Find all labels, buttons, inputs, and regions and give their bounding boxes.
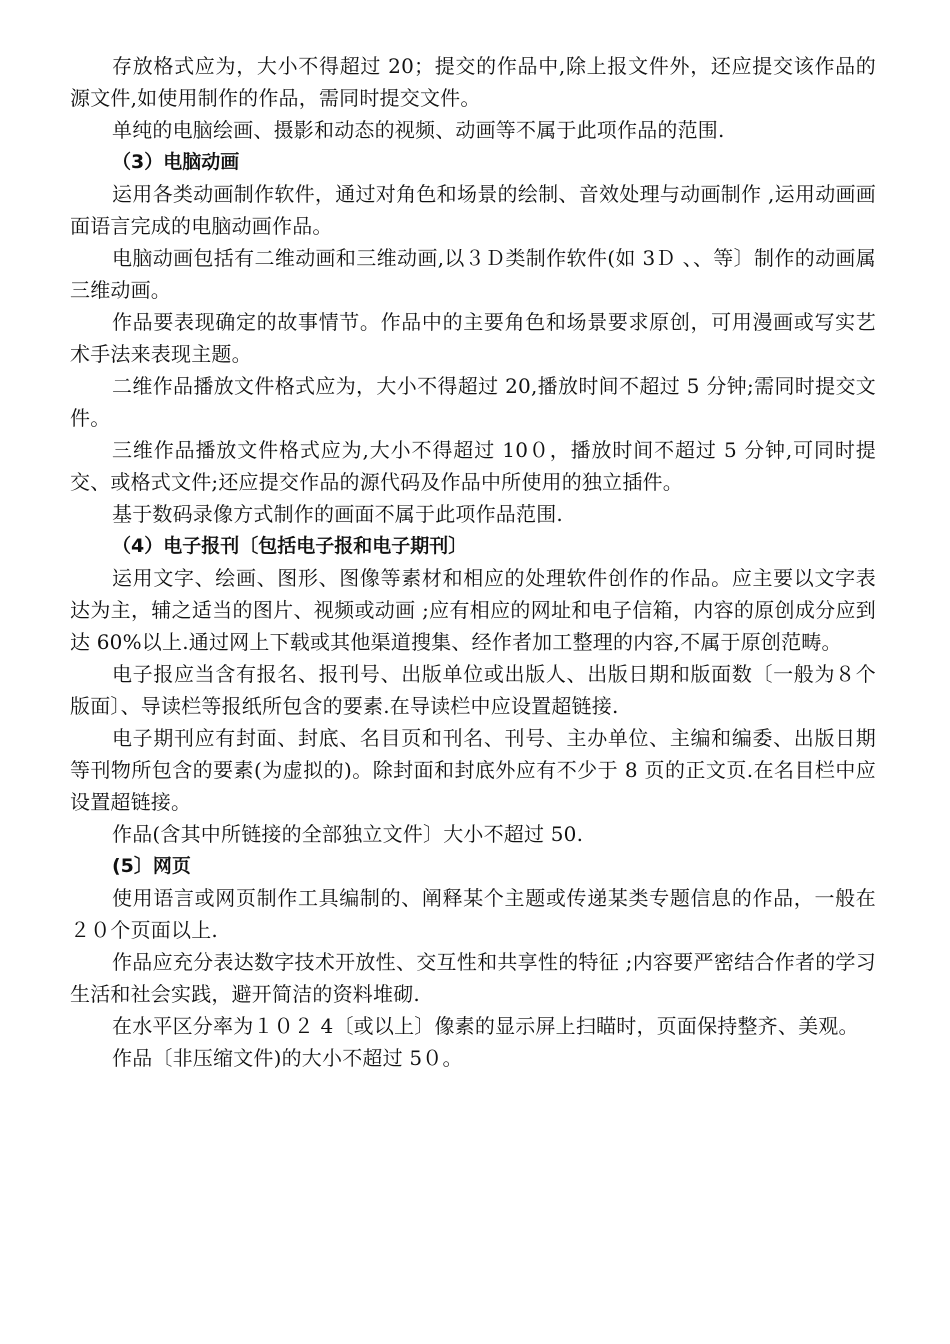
- paragraph-animation-story: 作品要表现确定的故事情节。作品中的主要角色和场景要求原创，可用漫画或写实艺术手法来表现主题。: [70, 310, 876, 366]
- paragraph-animation-types: 电脑动画包括有二维动画和三维动画,以３Ｄ类制作软件(如 3Ｄ 、、等〕制作的动画属三维动画。: [70, 246, 876, 302]
- paragraph-web-resolution: 在水平区分率为１０２ 4〔或以上〕像素的显示屏上扫瞄时，页面保持整齐、美观。: [112, 1014, 859, 1038]
- paragraph-3d-format: 三维作品播放文件格式应为,大小不得超过 10０，播放时间不超过 5 分钟,可同时提交、或格式文件;还应提交作品的源代码及作品中所使用的独立插件。: [70, 438, 876, 494]
- paragraph-web-features: 作品应充分表达数字技术开放性、交互性和共享性的特征 ;内容要严密结合作者的学习生活和社会实践，避开简洁的资料堆砌.: [70, 950, 876, 1006]
- paragraph-exclusions: 单纯的电脑绘画、摄影和动态的视频、动画等不属于此项作品的范围.: [112, 118, 725, 142]
- paragraph-e-publication-definition: 运用文字、绘画、图形、图像等素材和相应的处理软件创作的作品。应主要以文字表达为主，辅之适当的图片、视频或动画 ;应有相应的网址和电子信箱，内容的原创成分应到达 60%以上.通过网上下载或其他渠道搜集、经作者加工整理的内容,不属于原创范畴。: [70, 566, 876, 654]
- paragraph-web-size: 作品〔非压缩文件)的大小不超过 5０。: [112, 1046, 463, 1070]
- section-heading-computer-animation: （3）电脑动画: [112, 151, 240, 173]
- paragraph-e-newspaper: 电子报应当含有报名、报刊号、出版单位或出版人、出版日期和版面数〔一般为８个版面〕、导读栏等报纸所包含的要素.在导读栏中应设置超链接.: [70, 662, 876, 718]
- section-heading-web-page: (5〕网页: [112, 855, 191, 877]
- paragraph-2d-format: 二维作品播放文件格式应为，大小不得超过 20,播放时间不超过 5 分钟;需同时提交文件。: [70, 374, 876, 430]
- paragraph-format-requirements: 存放格式应为，大小不得超过 20；提交的作品中,除上报文件外，还应提交该作品的源文件,如使用制作的作品，需同时提交文件。: [70, 54, 876, 110]
- paragraph-e-journal: 电子期刊应有封面、封底、名目页和刊名、刊号、主办单位、主编和编委、出版日期等刊物所包含的要素(为虚拟的)。除封面和封底外应有不少于 8 页的正文页.在名目栏中应设置超链接。: [70, 726, 876, 814]
- document-page: [70, 50, 876, 1074]
- paragraph-web-definition: 使用语言或网页制作工具编制的、阐释某个主题或传递某类专题信息的作品，一般在 ２０个页面以上.: [70, 886, 876, 942]
- section-heading-e-publication: （4）电子报刊〔包括电子报和电子期刊〕: [112, 535, 468, 557]
- paragraph-e-publication-size: 作品(含其中所链接的全部独立文件〕大小不超过 50.: [112, 822, 584, 846]
- paragraph-animation-definition: 运用各类动画制作软件，通过对角色和场景的绘制、音效处理与动画制作 ,运用动画画面语言完成的电脑动画作品。: [70, 182, 876, 238]
- paragraph-video-exclusion: 基于数码录像方式制作的画面不属于此项作品范围.: [112, 502, 563, 526]
